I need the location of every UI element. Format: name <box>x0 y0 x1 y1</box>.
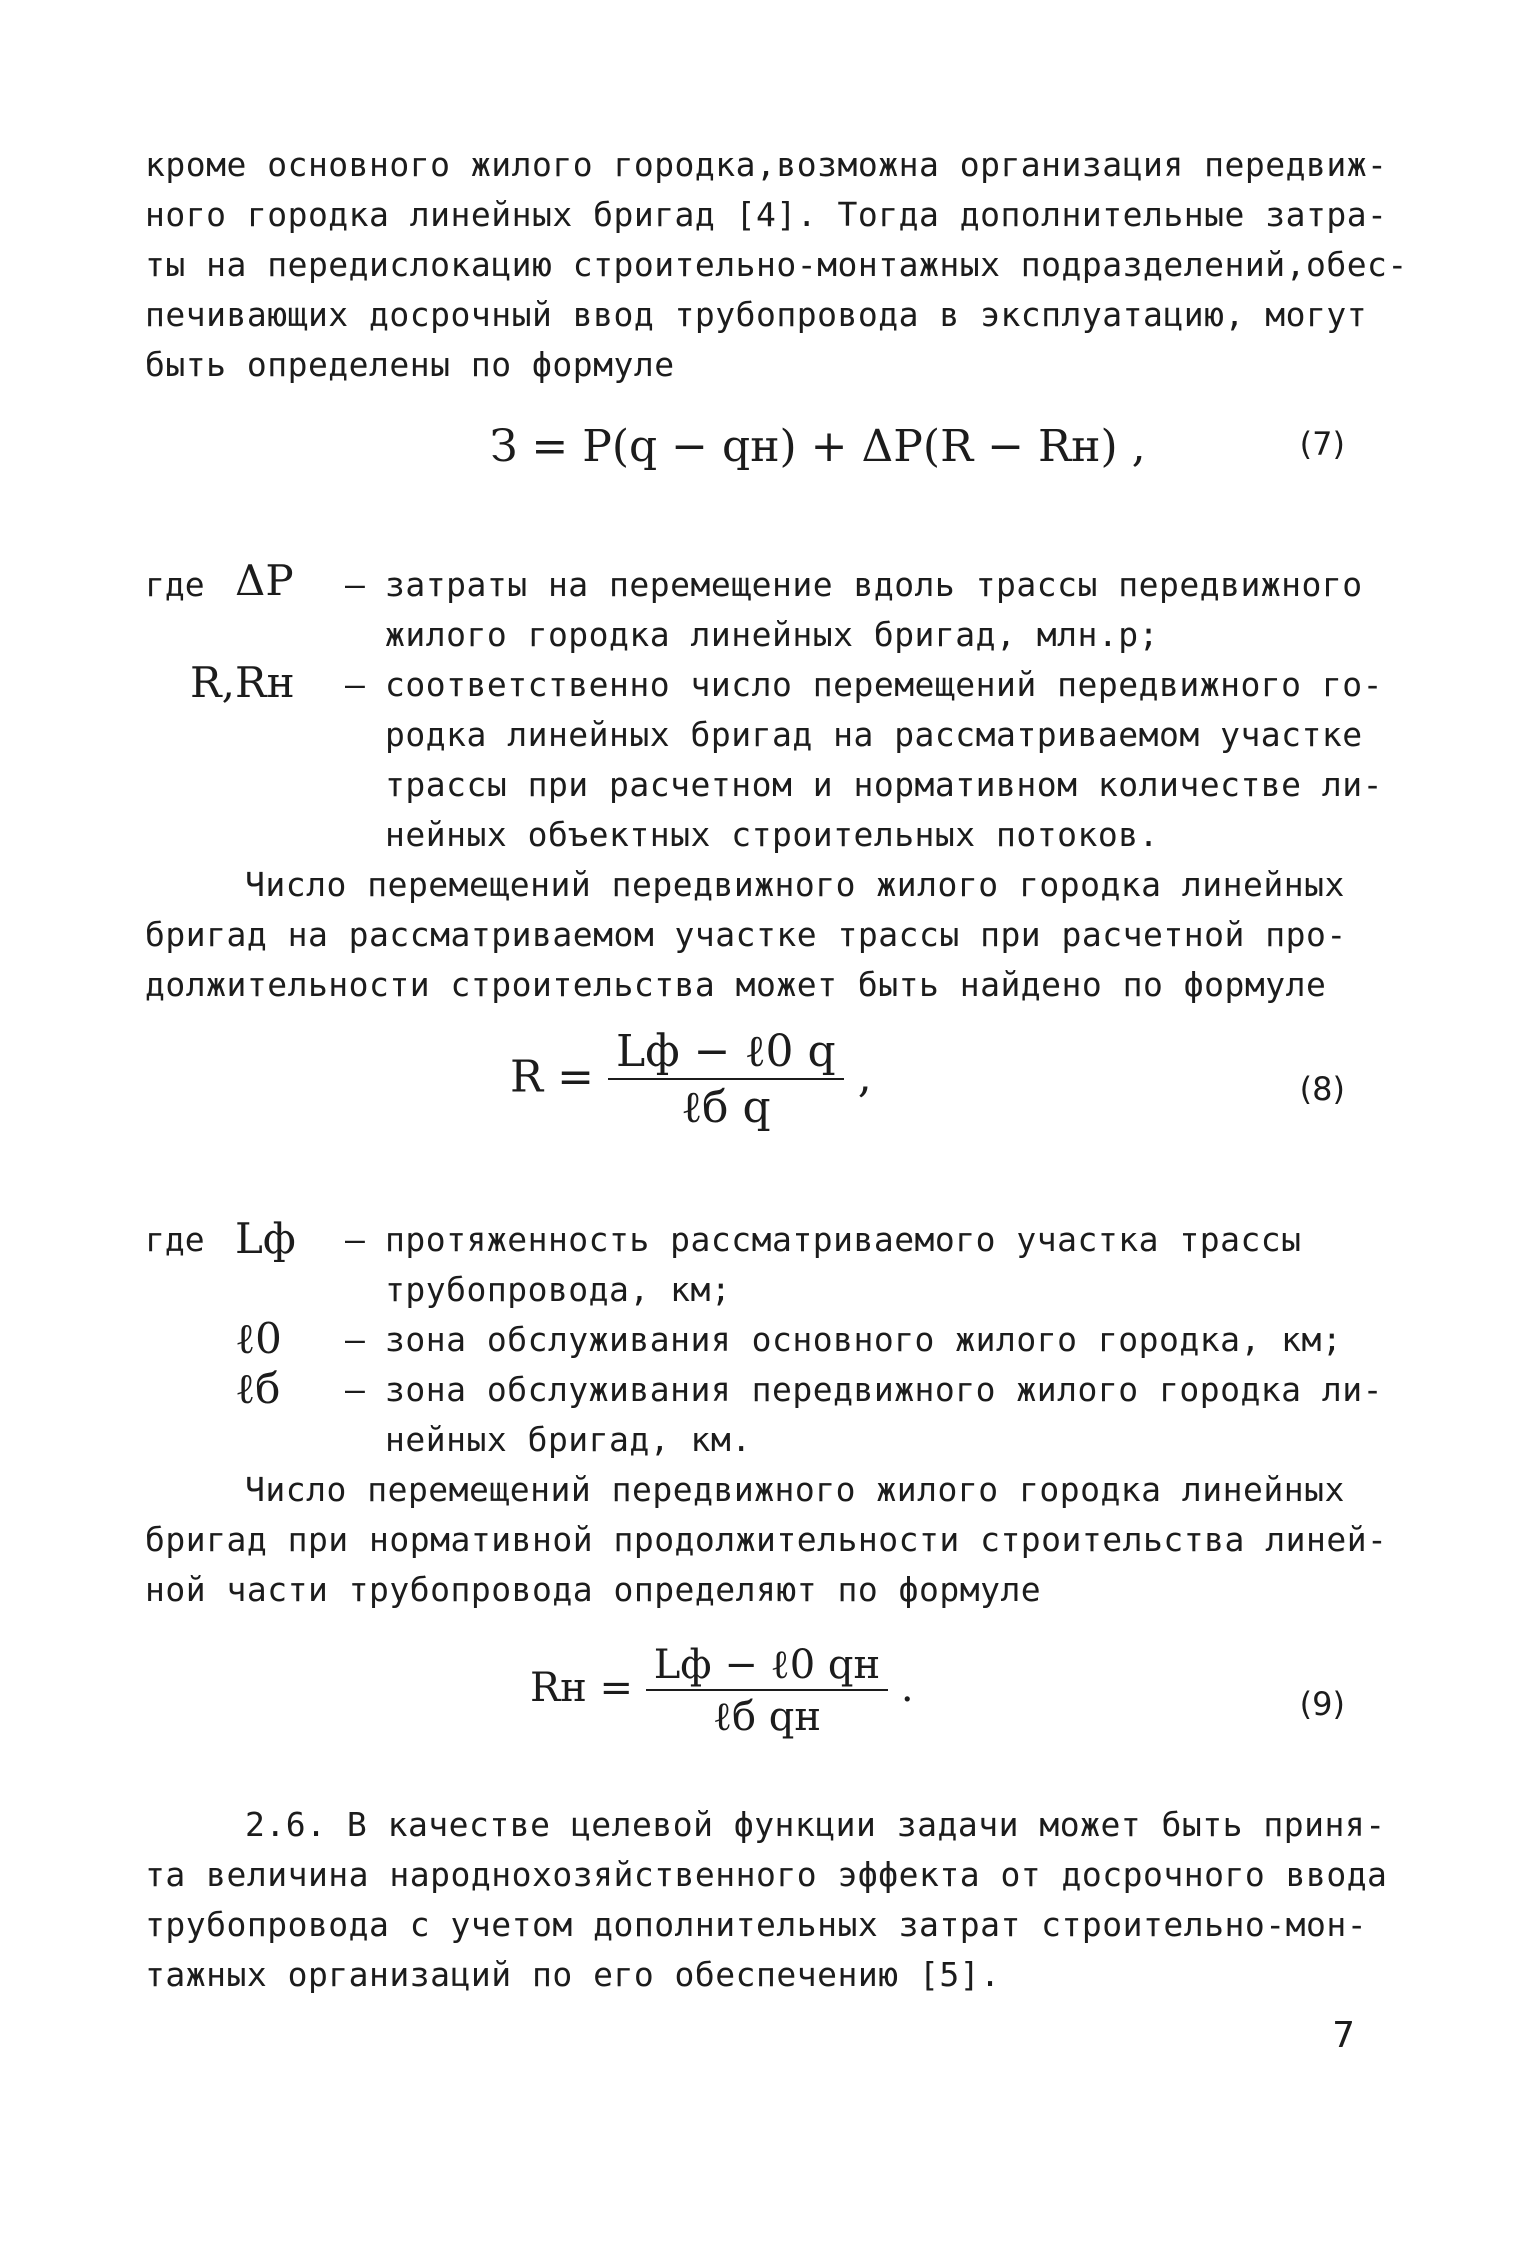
definition-line: трубопровода, км; <box>385 1270 732 1309</box>
definition-line: нейных объектных строительных потоков. <box>385 815 1159 854</box>
text-line: бригад при нормативной продолжительности строительства линей- <box>145 1520 1388 1559</box>
term-l-0: ℓ0 <box>235 1314 282 1363</box>
formula-8 <box>510 1026 872 1133</box>
text-line: Число перемещений передвижного жилого городка линейных <box>245 865 1345 904</box>
text-line: ты на передислокацию строительно-монтажных подразделений,обес- <box>145 245 1408 284</box>
fraction <box>646 1642 888 1740</box>
text-line: ного городка линейных бригад [4]. Тогда дополнительные затра- <box>145 195 1388 234</box>
text-line: бригад на рассматриваемом участке трассы при расчетной про- <box>145 915 1347 954</box>
formula-9 <box>530 1642 914 1740</box>
term-r-rn: R,Rн <box>190 658 295 707</box>
equation-number-8: (8) <box>1299 1070 1345 1108</box>
formula-lhs: R = <box>510 1051 594 1103</box>
where-label: где <box>145 565 205 604</box>
definition-dash: – <box>345 1220 366 1259</box>
equation-number-9: (9) <box>1299 1685 1345 1723</box>
text-line: трубопровода с учетом дополнительных затрат строительно-мон- <box>145 1905 1368 1944</box>
text-line: печивающих досрочный ввод трубопровода в эксплуатацию, могут <box>145 295 1368 334</box>
term-delta-p: ΔP <box>235 556 294 605</box>
fraction-numerator: Lф − ℓ0 qн <box>646 1645 888 1691</box>
term-l-phi: Lф <box>235 1214 296 1263</box>
text-line: та величина народнохозяйственного эффекта от досрочного ввода <box>145 1855 1388 1894</box>
formula-tail: , <box>857 1051 872 1103</box>
definition-dash: – <box>345 1320 366 1359</box>
text-line: 2.6. В качестве целевой функции задачи может быть приня- <box>245 1805 1386 1844</box>
definition-dash: – <box>345 1370 366 1409</box>
definition-line: родка линейных бригад на рассматриваемом участке <box>385 715 1363 754</box>
formula-lhs: Rн = <box>530 1665 634 1711</box>
fraction <box>608 1026 844 1133</box>
fraction-denominator: ℓб q <box>680 1082 771 1133</box>
formula-7: З = P(q − qн) + ΔP(R − Rн) , <box>490 421 1146 472</box>
definition-line: жилого городка линейных бригад, млн.р; <box>385 615 1159 654</box>
definition-line: трассы при расчетном и нормативном количестве ли- <box>385 765 1384 804</box>
definition-line: зона обслуживания основного жилого городка, км; <box>385 1320 1343 1359</box>
definition-line: соответственно число перемещений передвижного го- <box>385 665 1384 704</box>
definition-line: нейных бригад, км. <box>385 1420 752 1459</box>
where-label: где <box>145 1220 205 1259</box>
text-line: Число перемещений передвижного жилого городка линейных <box>245 1470 1345 1509</box>
definition-dash: – <box>345 565 366 604</box>
fraction-numerator: Lф − ℓ0 q <box>608 1030 844 1080</box>
text-line: кроме основного жилого городка,возможна организация передвиж- <box>145 145 1388 184</box>
definition-line: затраты на перемещение вдоль трассы передвижного <box>385 565 1363 604</box>
definition-dash: – <box>345 665 366 704</box>
term-l-b: ℓб <box>235 1364 281 1413</box>
equation-number-7: (7) <box>1299 425 1345 463</box>
text-line: быть определены по формуле <box>145 345 675 384</box>
text-line: тажных организаций по его обеспечению [5]. <box>145 1955 1001 1994</box>
text-line: ной части трубопровода определяют по формуле <box>145 1570 1042 1609</box>
definition-line: протяженность рассматриваемого участка трассы <box>385 1220 1302 1259</box>
fraction-denominator: ℓб qн <box>712 1694 822 1740</box>
definition-line: зона обслуживания передвижного жилого городка ли- <box>385 1370 1384 1409</box>
formula-tail: . <box>900 1665 914 1711</box>
page-number: 7 <box>1332 2015 1355 2056</box>
text-line: должительности строительства может быть найдено по формуле <box>145 965 1327 1004</box>
